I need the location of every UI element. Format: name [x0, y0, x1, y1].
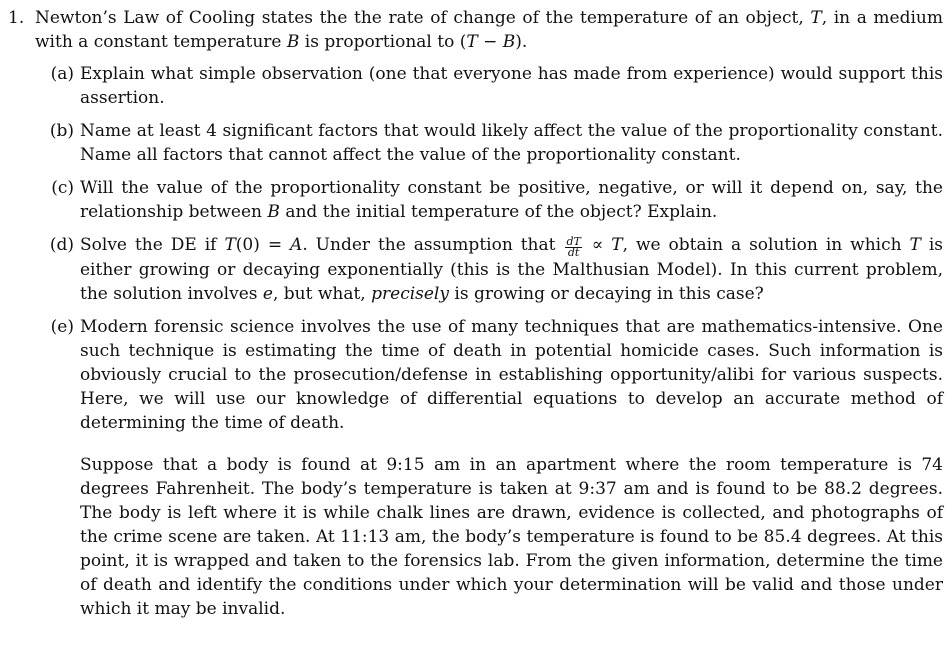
- part-a: [8, 62, 943, 110]
- problem-1: [8, 6, 943, 630]
- part-d-text: Solve the DE if T(0) = A. Under the assumption that $\frac{dT}{dt}$ ∝ T, we obtain a solution in which T is either growing or decaying exponentially (this is the Malthusian Model). In this current problem, the solution involves e, but what, precisely is growing or decaying in this case?: [80, 235, 944, 304]
- derivative-fraction: $\frac{dT}{dt}$: [566, 235, 581, 259]
- problem-stem-text: Newton’s Law of Cooling states the the rate of change of the temperature of an object, T, in a medium with a constant temperature B is proportional to (T − B).: [35, 8, 943, 52]
- part-b-label: (b): [49, 121, 74, 141]
- part-d-label: (d): [49, 235, 74, 255]
- part-a-text: Explain what simple observation (one that everyone has made from experience) would support this assertion.: [80, 64, 943, 108]
- part-c-text: Will the value of the proportionality constant be positive, negative, or will it depend on, say, the relationship between B and the initial temperature of the object? Explain.: [80, 178, 943, 222]
- problem-number: 1.: [8, 8, 25, 28]
- part-e-text: [80, 315, 943, 621]
- part-c-label: (c): [51, 178, 74, 198]
- problem-stem: [8, 6, 943, 54]
- part-c: [8, 176, 943, 224]
- part-d: [8, 233, 943, 306]
- part-e-paragraph-2: Suppose that a body is found at 9:15 am in an apartment where the room temperature is 74 degrees Fahrenheit. The body’s temperature is taken at 9:37 am and is found to be 88.2 degrees. The body is left where it is while chalk lines are drawn, evidence is collected, and photographs of the crime scene are taken. At 11:13 am, the body’s temperature is found to be 85.4 degrees. At this point, it is wrapped and taken to the forensics lab. From the given information, determine the time of death and identify the conditions under which your determination will be valid and those under which it may be invalid.: [80, 455, 943, 619]
- part-e-paragraph-1: Modern forensic science involves the use of many techniques that are mathematics-intensive. One such technique is estimating the time of death in potential homicide cases. Such information is obviously crucial to the prosecution/defense in establishing opportunity/alibi for various suspects. Here, we will use our knowledge of differential equations to develop an accurate method of determining the time of death.: [80, 317, 943, 433]
- part-e: [8, 315, 943, 621]
- problem-parts: [8, 62, 943, 621]
- part-e-label: (e): [50, 317, 74, 337]
- part-b: [8, 119, 943, 167]
- part-b-text: Name at least 4 significant factors that would likely affect the value of the proportionality constant. Name all factors that cannot affect the value of the proportionality constant.: [80, 121, 943, 165]
- part-a-label: (a): [50, 64, 74, 84]
